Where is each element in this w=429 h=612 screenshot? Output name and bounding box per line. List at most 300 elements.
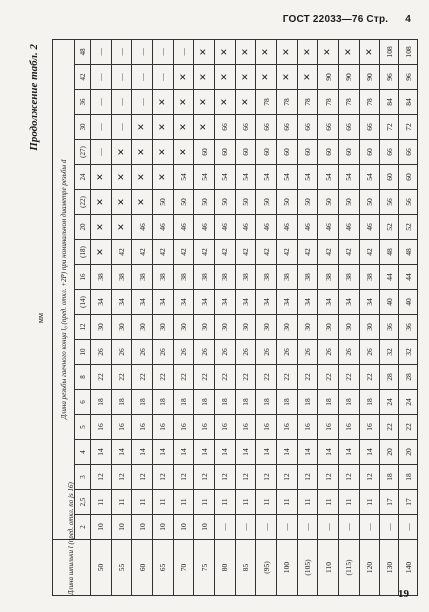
thread-length-cell: 18 [318,390,339,415]
continuation-title: Продолжение табл. 2 [28,44,40,151]
thread-length-cell: 38 [339,265,360,290]
thread-length-cell: 34 [359,290,380,315]
thread-length-cell: 34 [153,290,174,315]
empty-cell: — [132,65,153,90]
not-applicable-cell [91,165,112,190]
thread-length-cell: 22 [359,365,380,390]
thread-length-cell: 11 [339,490,360,515]
not-applicable-cell [153,140,174,165]
cross-mark-icon: ✕ [137,123,148,131]
thread-length-cell: 12 [215,465,236,490]
thread-length-cell: 60 [235,140,256,165]
thread-length-cell: 22 [153,365,174,390]
thread-length-cell: 18 [194,390,215,415]
thread-length-cell: 30 [91,315,112,340]
thread-length-cell: 18 [339,390,360,415]
thread-length-cell: 14 [173,440,194,465]
cross-mark-icon: ✕ [116,223,127,231]
thread-length-cell: 36 [380,315,399,340]
empty-cell: — [153,39,174,64]
thread-length-cell: 34 [194,290,215,315]
thread-length-cell: 14 [132,440,153,465]
thread-length-cell: 50 [256,190,277,215]
thread-length-cell: 11 [173,490,194,515]
thread-length-cell: 10 [194,515,215,540]
stud-length-cell: 70 [173,540,194,596]
table-row [256,39,277,595]
thread-length-cell: 14 [339,440,360,465]
table-row [297,39,318,595]
thread-length-cell: 18 [277,390,298,415]
table-row [277,39,298,595]
empty-cell: — [91,90,112,115]
thread-length-cell: 66 [277,115,298,140]
cross-mark-icon: ✕ [137,173,148,181]
not-applicable-cell [111,190,132,215]
thread-length-cell: 11 [194,490,215,515]
thread-length-cell: 11 [297,490,318,515]
thread-length-cell: 11 [153,490,174,515]
diameter-header: 16 [75,265,91,290]
not-applicable-cell [297,39,318,64]
thread-length-cell: 46 [215,215,236,240]
thread-length-cell: 12 [235,465,256,490]
thread-length-cell: 14 [277,440,298,465]
thread-length-cell: 30 [153,315,174,340]
thread-length-cell: 16 [297,415,318,440]
thread-length-cell: 30 [339,315,360,340]
thread-length-cell: 12 [339,465,360,490]
thread-length-cell: 12 [277,465,298,490]
cross-mark-icon: ✕ [178,148,189,156]
thread-length-cell: 40 [399,290,418,315]
thread-length-cell: 11 [235,490,256,515]
thread-length-cell: 38 [318,265,339,290]
not-applicable-cell [277,39,298,64]
diameter-header-row [75,39,91,595]
thread-length-cell: 16 [339,415,360,440]
thread-length-cell: 42 [297,240,318,265]
thread-length-cell: 24 [380,390,399,415]
not-applicable-cell [194,65,215,90]
thread-length-cell: 42 [235,240,256,265]
thread-length-cell: 11 [256,490,277,515]
thread-length-cell: 38 [173,265,194,290]
thread-length-cell: 66 [235,115,256,140]
diameter-header: 5 [75,415,91,440]
thread-length-cell: 14 [194,440,215,465]
table-row [318,39,339,595]
cross-mark-icon: ✕ [261,73,272,81]
diameter-header: 24 [75,165,91,190]
cross-mark-icon: ✕ [157,148,168,156]
diameter-header: 48 [75,39,91,64]
thread-length-cell: 78 [277,90,298,115]
thread-length-cell: 16 [194,415,215,440]
thread-length-cell: 42 [132,240,153,265]
thread-length-cell: 22 [215,365,236,390]
not-applicable-cell [173,115,194,140]
not-applicable-cell [153,115,174,140]
cross-mark-icon: ✕ [323,48,334,56]
thread-length-cell: 50 [215,190,236,215]
thread-length-cell: 84 [380,90,399,115]
thread-length-cell: 20 [399,440,418,465]
thread-length-cell: 28 [380,365,399,390]
not-applicable-cell [297,65,318,90]
empty-cell: — [297,515,318,540]
stud-length-cell: 120 [359,540,380,596]
thread-length-cell: 56 [399,190,418,215]
stud-length-cell: 65 [153,540,174,596]
empty-cell: — [91,140,112,165]
thread-length-cell: 48 [380,240,399,265]
thread-length-cell: 18 [399,465,418,490]
table-row [359,39,380,595]
thread-length-cell: 38 [215,265,236,290]
cross-mark-icon: ✕ [157,98,168,106]
thread-length-cell: 16 [111,415,132,440]
cross-mark-icon: ✕ [178,123,189,131]
thread-length-cell: 30 [215,315,236,340]
thread-length-cell: 34 [132,290,153,315]
thread-length-cell: 38 [194,265,215,290]
diameter-header: (22) [75,190,91,215]
thread-length-cell: 14 [256,440,277,465]
thread-length-cell: 18 [111,390,132,415]
cross-mark-icon: ✕ [95,198,106,206]
table-row [380,39,399,595]
thread-length-cell: 44 [399,265,418,290]
empty-cell: — [91,39,112,64]
thread-length-cell: 66 [256,115,277,140]
thread-length-cell: 16 [132,415,153,440]
cross-mark-icon: ✕ [219,48,230,56]
thread-length-cell: 12 [359,465,380,490]
stud-length-cell: 80 [215,540,236,596]
thread-length-cell: 46 [194,215,215,240]
thread-length-cell: 28 [399,365,418,390]
thread-length-cell: 30 [256,315,277,340]
thread-length-cell: 96 [399,65,418,90]
not-applicable-cell [153,165,174,190]
thread-length-cell: 66 [339,115,360,140]
not-applicable-cell [111,215,132,240]
not-applicable-cell [215,39,236,64]
not-applicable-cell [194,115,215,140]
stud-length-cell: 55 [111,540,132,596]
empty-cell: — [339,515,360,540]
thread-length-cell: 12 [194,465,215,490]
empty-cell: — [111,90,132,115]
diameter-header: 6 [75,390,91,415]
thread-length-cell: 66 [359,115,380,140]
empty-cell: — [380,515,399,540]
thread-length-cell: 22 [297,365,318,390]
thread-length-cell: 96 [380,65,399,90]
diameter-header: 36 [75,90,91,115]
thread-length-cell: 22 [194,365,215,390]
thread-length-cell: 42 [194,240,215,265]
diameter-header: (18) [75,240,91,265]
thread-length-cell: 26 [297,340,318,365]
thread-length-cell: 10 [153,515,174,540]
thread-length-cell: 16 [215,415,236,440]
thread-length-cell: 56 [380,190,399,215]
cross-mark-icon: ✕ [137,198,148,206]
thread-length-cell: 38 [153,265,174,290]
cross-mark-icon: ✕ [116,148,127,156]
table-row [399,39,418,595]
thread-length-cell: 16 [235,415,256,440]
thread-length-cell: 12 [111,465,132,490]
thread-length-cell: 14 [153,440,174,465]
thread-length-cell: 54 [215,165,236,190]
thread-length-cell: 16 [91,415,112,440]
thread-length-cell: 16 [359,415,380,440]
thread-length-cell: 48 [399,240,418,265]
thread-length-cell: 42 [277,240,298,265]
thread-length-cell: 36 [399,315,418,340]
not-applicable-cell [153,90,174,115]
stud-length-cell: 110 [318,540,339,596]
thread-length-cell: 14 [215,440,236,465]
diameter-header: 20 [75,215,91,240]
thread-length-cell: 46 [235,215,256,240]
thread-length-cell: 22 [111,365,132,390]
thread-length-cell: 18 [235,390,256,415]
thread-length-cell: 38 [359,265,380,290]
thread-length-cell: 46 [277,215,298,240]
thread-length-cell: 42 [215,240,236,265]
table-row [235,39,256,595]
thread-length-cell: 30 [194,315,215,340]
stud-length-cell: 140 [399,540,418,596]
thread-length-cell: 54 [297,165,318,190]
stud-length-cell: 85 [235,540,256,596]
thread-length-cell: 46 [297,215,318,240]
thread-length-cell: 38 [256,265,277,290]
cross-mark-icon: ✕ [95,173,106,181]
cross-mark-icon: ✕ [95,223,106,231]
thread-length-cell: 54 [318,165,339,190]
thread-length-cell: 54 [277,165,298,190]
thread-length-cell: 50 [194,190,215,215]
thread-length-cell: 26 [359,340,380,365]
thread-length-cell: 16 [173,415,194,440]
thread-length-cell: 90 [359,65,380,90]
thread-length-cell: 38 [277,265,298,290]
empty-cell: — [359,515,380,540]
stud-length-cell: 50 [91,540,112,596]
thread-length-cell: 84 [399,90,418,115]
thread-length-cell: 18 [215,390,236,415]
unit-label: мм [36,312,45,324]
stud-length-cell: 130 [380,540,399,596]
thread-length-cell: 24 [399,390,418,415]
thread-length-cell: 38 [297,265,318,290]
not-applicable-cell [256,65,277,90]
thread-length-cell: 44 [380,265,399,290]
empty-cell: — [111,65,132,90]
thread-length-cell: 26 [256,340,277,365]
thread-length-cell: 50 [359,190,380,215]
thread-length-cell: 12 [297,465,318,490]
thread-length-cell: 108 [399,39,418,64]
thread-length-cell: 42 [318,240,339,265]
thread-length-cell: 12 [91,465,112,490]
diameter-header: (14) [75,290,91,315]
thread-length-cell: 11 [277,490,298,515]
thread-length-cell: 22 [380,415,399,440]
thread-length-cell: 72 [380,115,399,140]
thread-length-cell: 60 [277,140,298,165]
thread-length-super-header: Длина резьбы гаечного конца l₀ (пред. откл. +2P) при номинальном диаметре резьбы d [53,39,75,539]
cross-mark-icon: ✕ [95,248,106,256]
not-applicable-cell [132,190,153,215]
not-applicable-cell [111,140,132,165]
not-applicable-cell [194,39,215,64]
thread-length-cell: 66 [297,115,318,140]
stud-length-cell: 75 [194,540,215,596]
thread-length-cell: 22 [173,365,194,390]
stud-length-cell: (115) [339,540,360,596]
cross-mark-icon: ✕ [261,48,272,56]
stud-length-cell: 60 [132,540,153,596]
not-applicable-cell [235,39,256,64]
sheet-number: 19 [398,588,409,600]
empty-cell: — [91,65,112,90]
cross-mark-icon: ✕ [240,48,251,56]
table-row [215,39,236,595]
thread-length-cell: 60 [256,140,277,165]
table-row [153,39,174,595]
thread-length-cell: 46 [359,215,380,240]
thread-length-cell: 60 [215,140,236,165]
diameter-header: 12 [75,315,91,340]
not-applicable-cell [235,65,256,90]
thread-length-cell: 60 [339,140,360,165]
thread-length-cell: 34 [339,290,360,315]
diameter-header: 30 [75,115,91,140]
thread-length-cell: 10 [132,515,153,540]
empty-cell: — [111,115,132,140]
cross-mark-icon: ✕ [157,123,168,131]
thread-length-cell: 50 [235,190,256,215]
cross-mark-icon: ✕ [199,123,210,131]
table-row [111,39,132,595]
thread-length-cell: 14 [359,440,380,465]
diameter-header: 3 [75,465,91,490]
cross-mark-icon: ✕ [199,48,210,56]
thread-length-cell: 42 [173,240,194,265]
empty-cell: — [277,515,298,540]
thread-length-cell: 78 [318,90,339,115]
thread-length-cell: 26 [153,340,174,365]
thread-length-cell: 26 [111,340,132,365]
cross-mark-icon: ✕ [364,48,375,56]
cross-mark-icon: ✕ [343,48,354,56]
thread-length-cell: 26 [277,340,298,365]
stud-length-cell: (95) [256,540,277,596]
thread-length-cell: 14 [297,440,318,465]
not-applicable-cell [132,165,153,190]
thread-length-cell: 26 [91,340,112,365]
thread-length-cell: 52 [380,215,399,240]
not-applicable-cell [111,165,132,190]
table-row [132,39,153,595]
thread-length-cell: 60 [399,165,418,190]
empty-cell: — [91,115,112,140]
table-body [91,39,418,595]
thread-length-cell: 60 [194,140,215,165]
thread-length-cell: 18 [256,390,277,415]
thread-length-cell: 42 [111,240,132,265]
thread-length-cell: 46 [339,215,360,240]
thread-length-cell: 20 [380,440,399,465]
thread-length-cell: 22 [318,365,339,390]
thread-length-cell: 16 [318,415,339,440]
thread-length-cell: 38 [132,265,153,290]
not-applicable-cell [194,90,215,115]
thread-length-cell: 14 [318,440,339,465]
not-applicable-cell [359,39,380,64]
thread-length-cell: 50 [277,190,298,215]
thread-length-cell: 54 [194,165,215,190]
cross-mark-icon: ✕ [199,73,210,81]
thread-length-cell: 26 [215,340,236,365]
thread-length-cell: 30 [297,315,318,340]
thread-length-cell: 30 [235,315,256,340]
thread-length-cell: 66 [215,115,236,140]
thread-length-cell: 90 [318,65,339,90]
empty-cell: — [318,515,339,540]
thread-length-cell: 78 [256,90,277,115]
thread-length-cell: 42 [256,240,277,265]
thread-length-cell: 46 [173,215,194,240]
thread-length-cell: 54 [359,165,380,190]
thread-length-cell: 50 [173,190,194,215]
thread-length-cell: 22 [91,365,112,390]
thread-length-cell: 11 [318,490,339,515]
empty-cell: — [399,515,418,540]
thread-length-cell: 11 [359,490,380,515]
thread-length-cell: 17 [399,490,418,515]
thread-length-cell: 30 [111,315,132,340]
thread-length-cell: 34 [91,290,112,315]
thread-length-cell: 10 [111,515,132,540]
not-applicable-cell [339,39,360,64]
thread-length-cell: 22 [277,365,298,390]
not-applicable-cell [318,39,339,64]
thread-length-cell: 66 [318,115,339,140]
stud-length-cell: 100 [277,540,298,596]
thread-length-cell: 32 [399,340,418,365]
length-column-header: Длина шпильки l (пред. откл. по js 16) [53,540,91,596]
thread-length-cell: 54 [256,165,277,190]
thread-length-cell: 38 [111,265,132,290]
thread-length-cell: 10 [173,515,194,540]
thread-length-cell: 11 [111,490,132,515]
thread-length-cell: 42 [153,240,174,265]
diameter-header: 10 [75,340,91,365]
thread-length-cell: 22 [256,365,277,390]
thread-length-cell: 10 [91,515,112,540]
thread-length-cell: 11 [132,490,153,515]
thread-length-cell: 30 [318,315,339,340]
not-applicable-cell [132,115,153,140]
not-applicable-cell [173,90,194,115]
